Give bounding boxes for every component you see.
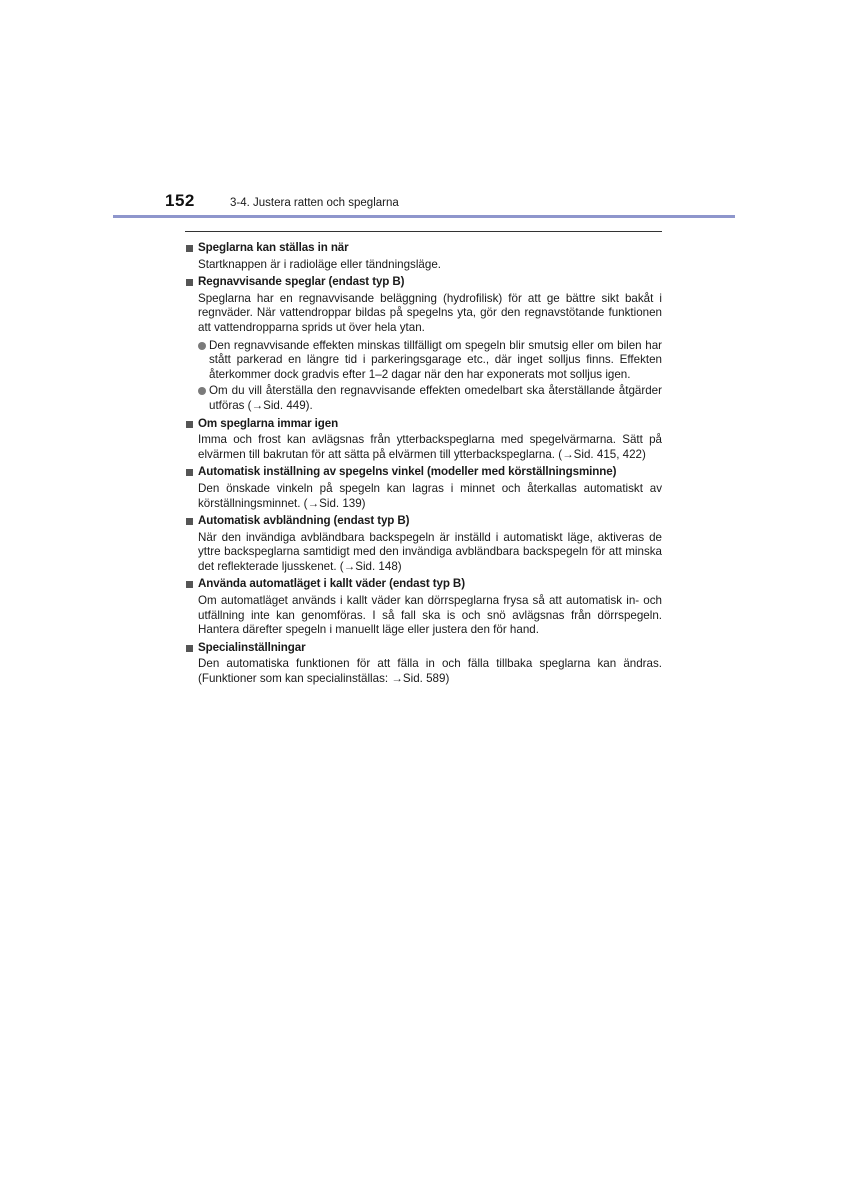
section-heading: Om speglarna immar igen: [185, 417, 662, 432]
content-divider: [185, 231, 662, 232]
section-paragraph: Speglarna har en regnavvisande beläggning (hydrofilisk) för att ge bättre sikt bakåt i regnväder. När vattendroppar bildas på spegelns yta, gör den regnavstötande funktionen att vattendropparna sprids ut över hela ytan.: [198, 291, 662, 334]
bullet-item: [209, 339, 662, 383]
bullet-icon: [198, 342, 206, 350]
section-automatic-angle: [185, 465, 662, 511]
section-auto-dimming: [185, 514, 662, 574]
section-paragraph: Imma och frost kan avlägsnas från ytterbackspeglarna med spegelvärmarna. Sätt på elvärmen till bakrutan för att sätta på elvärmen till ytterbackspeglarna. (→Sid. 415, 422): [198, 433, 662, 461]
section-paragraph: Den önskade vinkeln på spegeln kan lagras i minnet och återkallas automatiskt av körställningsminnet. (→Sid. 139): [198, 481, 662, 510]
section-heading: Speglarna kan ställas in när: [185, 241, 662, 256]
section-mirror-adjust-conditions: [185, 241, 662, 272]
bullet-item: [209, 384, 662, 413]
section-paragraph: Den automatiska funktionen för att fälla in och fälla tillbaka speglarna kan ändras. (Funktioner som kan specialinställas: →Sid. 589): [198, 657, 662, 686]
section-mirror-fogging: [185, 417, 662, 463]
section-cold-weather: [185, 577, 662, 637]
chapter-title: 3-4. Justera ratten och speglarna: [230, 197, 399, 209]
section-rain-repellent-mirrors: [185, 275, 662, 413]
page-number: 152: [165, 191, 195, 210]
bullet-text: Den regnavvisande effekten minskas tillfälligt om spegeln blir smutsig eller om bilen har stått parkerad en längre tid i parkeringsgarage etc., där inget solljus finns. Effekten återkommer dock gradvis efter 1–2 dagar när den har exponerats mot solljus igen.: [209, 338, 662, 381]
section-heading: Automatisk inställning av spegelns vinkel (modeller med körställningsminne): [185, 465, 662, 480]
section-paragraph: När den invändiga avbländbara backspegeln är inställd i automatiskt läge, aktiveras de yttre backspeglarna samtidigt med den invändiga avbländbara backspegeln för att minska det reflekterade ljusskenet. (→Sid. 148): [198, 530, 662, 573]
header-rule: [113, 215, 735, 218]
section-paragraph: Om automatläget används i kallt väder kan dörrspeglarna frysa så att automatisk in- och utfällning inte kan genomföras. I så fall ska is och snö avlägsnas från dörrspegeln. Hantera därefter spegeln i manuellt läge eller justera den för hand.: [198, 594, 662, 637]
section-paragraph: Startknappen är i radioläge eller tändningsläge.: [198, 257, 441, 271]
bullet-icon: [198, 387, 206, 395]
bullet-text: Om du vill återställa den regnavvisande effekten omedelbart ska återställande åtgärder utföras (→Sid. 449).: [209, 384, 662, 412]
section-customization: [185, 641, 662, 687]
content-area: [185, 238, 662, 690]
section-heading: Automatisk avbländning (endast typ B): [185, 514, 662, 529]
section-heading: Regnavvisande speglar (endast typ B): [185, 275, 662, 290]
section-heading: Använda automatläget i kallt väder (endast typ B): [185, 577, 662, 592]
section-heading: Specialinställningar: [185, 641, 662, 656]
